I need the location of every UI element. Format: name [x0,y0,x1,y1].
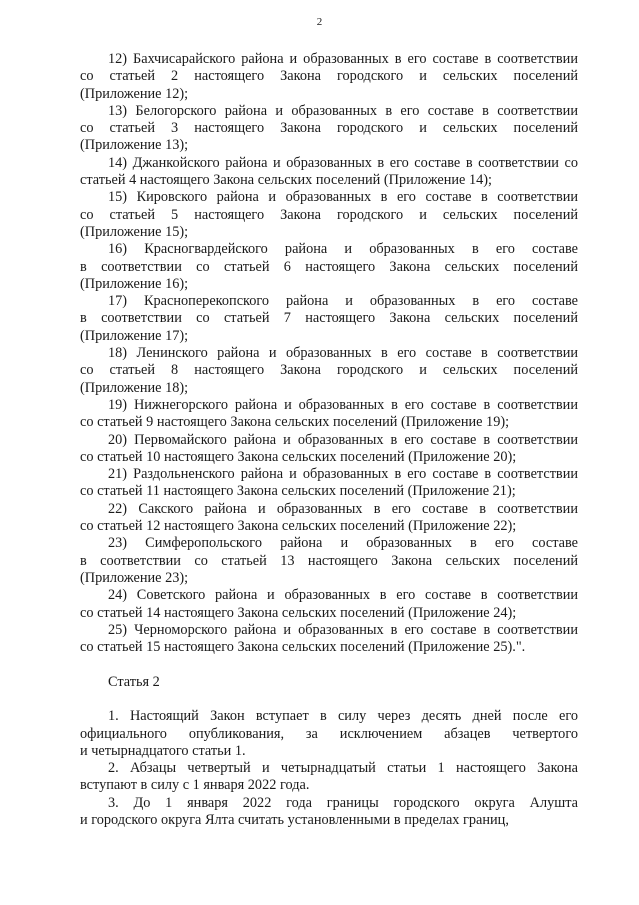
paragraph [80,674,578,691]
paragraph [80,587,578,622]
text-line: в соответствии со статьей 7 настоящего Закона сельских поселений [80,310,578,327]
text-line: вступают в силу с 1 января 2022 года. [80,777,310,794]
text-line: со статьей 10 настоящего Закона сельских поселений (Приложение 20); [80,448,517,465]
text-line: со статьей 8 настоящего Закона городского и сельских поселений [80,362,578,379]
text-line: 17) Красноперекопского района и образованных в его составе [108,293,578,310]
text-line: со статьей 9 настоящего Закона сельских поселений (Приложение 19); [80,414,510,431]
paragraph [80,103,578,155]
paragraph [80,622,578,657]
text-line: (Приложение 15); [80,223,189,240]
text-line: 1. Настоящий Закон вступает в силу через десять дней после его [108,708,578,725]
text-line: 14) Джанкойского района и образованных в его составе в соответствии со [108,154,578,171]
paragraph [80,535,578,587]
paragraph [80,708,578,760]
text-line: со статьей 5 настоящего Закона городского и сельских поселений [80,206,578,223]
document-body [80,51,578,829]
paragraph [80,241,578,293]
text-line: (Приложение 18); [80,379,189,396]
paragraph [80,795,578,830]
text-line: (Приложение 23); [80,569,189,586]
text-line: 16) Красногвардейского района и образованных в его составе [108,241,578,258]
text-line: (Приложение 17); [80,327,189,344]
paragraph [80,432,578,467]
paragraph [80,51,578,103]
text-line: и городского округа Ялта считать установленными в пределах границ, [80,812,509,829]
text-line: 2. Абзацы четвертый и четырнадцатый статьи 1 настоящего Закона [108,760,578,777]
paragraph [80,189,578,241]
text-line: 21) Раздольненского района и образованных в его составе в соответствии [108,466,578,483]
text-line: 15) Кировского района и образованных в его составе в соответствии [108,189,578,206]
text-line: (Приложение 13); [80,137,189,154]
text-line: в соответствии со статьей 6 настоящего Закона сельских поселений [80,258,578,275]
text-line: со статьей 11 настоящего Закона сельских поселений (Приложение 21); [80,483,516,500]
text-line: в соответствии со статьей 13 настоящего Закона сельских поселений [80,552,578,569]
text-line: со статьей 15 настоящего Закона сельских поселений (Приложение 25).". [80,639,526,656]
paragraph [80,501,578,536]
paragraph [80,155,578,190]
paragraph [80,466,578,501]
text-line: 12) Бахчисарайского района и образованных в его составе в соответствии [108,51,578,67]
page-number: 2 [316,16,323,28]
paragraph-gap [80,691,578,708]
paragraph [80,293,578,345]
text-line: (Приложение 12); [80,85,189,102]
text-line: Статья 2 [108,673,160,690]
paragraph [80,345,578,397]
text-line: 23) Симферопольского района и образованных в его составе [108,535,578,552]
text-line: статьей 4 настоящего Закона сельских поселений (Приложение 14); [80,172,493,189]
text-line: и четырнадцатого статьи 1. [80,742,246,759]
paragraph-gap [80,656,578,673]
text-line: (Приложение 16); [80,275,189,292]
text-line: 24) Советского района и образованных в его составе в соответствии [108,587,578,604]
paragraph [80,760,578,795]
text-line: 19) Нижнегорского района и образованных в его составе в соответствии [108,396,578,413]
text-line: со статьей 2 настоящего Закона городского и сельских поселений [80,68,578,85]
paragraph [80,397,578,432]
text-line: 18) Ленинского района и образованных в его составе в соответствии [108,345,578,362]
text-line: 3. До 1 января 2022 года границы городского округа Алушта [108,794,578,811]
text-line: 13) Белогорского района и образованных в его составе в соответствии [108,102,578,119]
text-line: 20) Первомайского района и образованных в его составе в соответствии [108,431,578,448]
text-line: со статьей 3 настоящего Закона городского и сельских поселений [80,120,578,137]
text-line: со статьей 12 настоящего Закона сельских поселений (Приложение 22); [80,518,517,535]
text-line: официального опубликования, за исключением абзацев четвертого [80,725,578,742]
text-line: 25) Черноморского района и образованных в его составе в соответствии [108,621,578,638]
text-line: 22) Сакского района и образованных в его составе в соответствии [108,500,578,517]
text-line: со статьей 14 настоящего Закона сельских поселений (Приложение 24); [80,604,517,621]
